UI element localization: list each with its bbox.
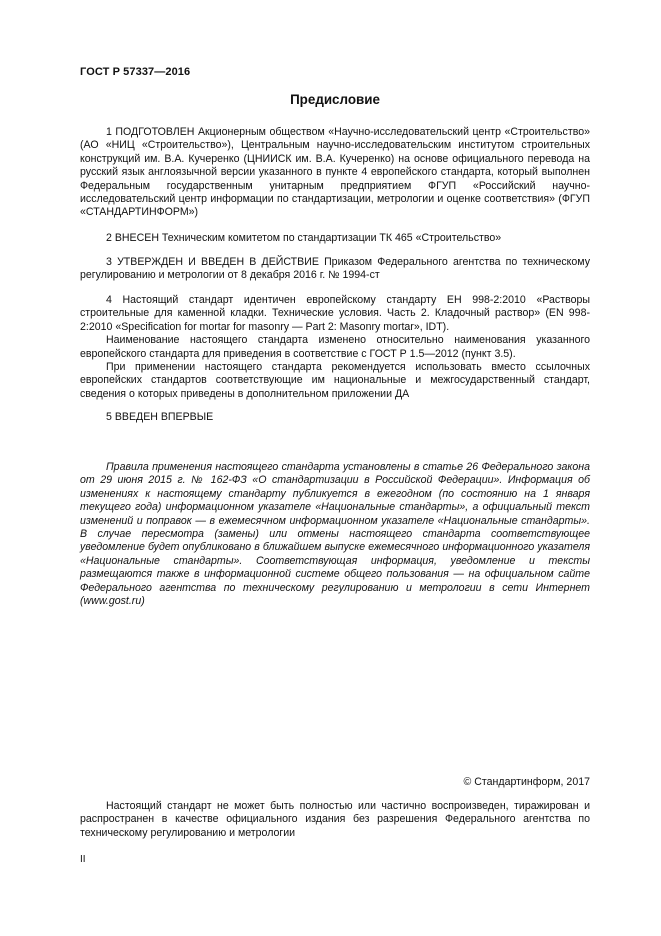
section-4 — [80, 294, 590, 401]
section-5 — [80, 411, 590, 424]
section-1-text: 1 ПОДГОТОВЛЕН Акционерным обществом «Научно-исследовательский центр «Строительство» (АО «НИЦ «Строительство»), Центральным научно-исследовательским институтом строительных конструкций им. В.А. Кучеренко (ЦНИИСК им. В.А. Кучеренко) на основе официального перевода на русский язык англоязычной версии указанного в пункте 4 европейского стандарта, который выполнен Федеральным государственным унитарным предприятием ФГУП «Российский научно-исследовательский центр информации по стандартизации, метрологии и оценке соответствия» (ФГУП «СТАНДАРТИНФОРМ») — [80, 126, 590, 219]
reproduction-notice-text: Настоящий стандарт не может быть полностью или частично воспроизведен, тиражирован и распространен в качестве официального издания без разрешения Федерального агентства по техническому регулированию и метрологии — [80, 800, 590, 839]
page-title: Предисловие — [290, 92, 380, 107]
document-id: ГОСТ Р 57337—2016 — [80, 66, 191, 78]
usage-notice-text: Правила применения настоящего стандарта установлены в статье 26 Федерального закона от 29 июня 2015 г. № 162-ФЗ «О стандартизации в Российской Федерации». Информация об изменениях к настоящему стандарту публикуется в ежегодном (по состоянию на 1 января текущего года) информационном указателе «Национальные стандарты», а официальный текст изменений и поправок — в ежемесячном информационном указателе «Национальные стандарты». В случае пересмотра (замены) или отмены настоящего стандарта соответствующее уведомление будет опубликовано в ближайшем выпуске ежемесячного информационного указателя «Национальные стандарты». Соответствующая информация, уведомление и тексты размещаются также в информационной системе общего пользования — на официальном сайте Федерального агентства по техническому регулированию и метрологии в сети Интернет (www.gost.ru) — [80, 461, 590, 608]
section-4-paragraph-1: 4 Настоящий стандарт идентичен европейскому стандарту ЕН 998-2:2010 «Растворы строительные для каменной кладки. Технические условия. Часть 2. Кладочный раствор» (EN 998-2:2010 «Specification for mortar for masonry — Part 2: Masonry mortar», IDT). — [80, 294, 590, 333]
section-4-paragraph-2: Наименование настоящего стандарта изменено относительно наименования указанного европейского стандарта для приведения в соответствие с ГОСТ Р 1.5—2012 (пункт 3.5). — [80, 334, 590, 360]
copyright-line: © Стандартинформ, 2017 — [463, 776, 590, 788]
page-number: II — [80, 854, 86, 865]
reproduction-notice — [80, 800, 590, 840]
section-2-text: 2 ВНЕСЕН Техническим комитетом по стандартизации ТК 465 «Строительство» — [106, 232, 502, 244]
section-3 — [80, 256, 590, 283]
section-4-paragraph-3: При применении настоящего стандарта рекомендуется использовать вместо ссылочных европейских стандартов соответствующие им национальные и межгосударственный стандарт, сведения о которых приведены в дополнительном приложении ДА — [80, 361, 590, 400]
section-5-text: 5 ВВЕДЕН ВПЕРВЫЕ — [106, 411, 214, 423]
usage-notice — [80, 461, 590, 608]
section-1 — [80, 126, 590, 220]
section-2 — [80, 232, 590, 245]
section-3-text: 3 УТВЕРЖДЕН И ВВЕДЕН В ДЕЙСТВИЕ Приказом Федерального агентства по техническому регулированию и метрологии от 8 декабря 2016 г. № 1994-ст — [80, 256, 590, 282]
